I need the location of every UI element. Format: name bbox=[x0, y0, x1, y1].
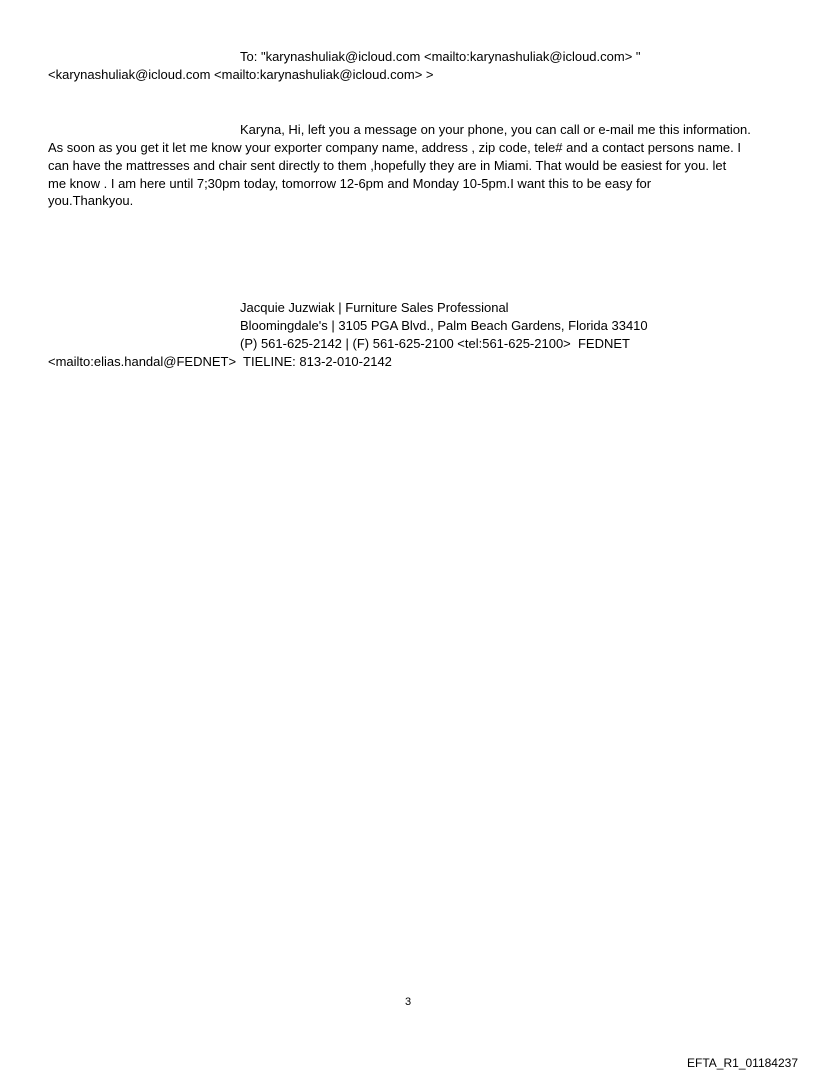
page-number: 3 bbox=[404, 996, 412, 1008]
email-to-line-continued: <karynashuliak@icloud.com <mailto:karynashuliak@icloud.com> > bbox=[48, 67, 434, 82]
body-line: me know . I am here until 7;30pm today, tomorrow 12-6pm and Monday 10-5pm.I want this to be easy for bbox=[48, 176, 652, 191]
signature-address: Bloomingdale's | 3105 PGA Blvd., Palm Beach Gardens, Florida 33410 bbox=[240, 318, 648, 333]
signature-phone: (P) 561-625-2142 | (F) 561-625-2100 <tel:561-625-2100> FEDNET bbox=[240, 336, 630, 351]
email-to-line: To: "karynashuliak@icloud.com <mailto:karynashuliak@icloud.com> " bbox=[240, 49, 641, 64]
signature-tieline: <mailto:elias.handal@FEDNET> TIELINE: 813-2-010-2142 bbox=[48, 354, 392, 369]
body-line: can have the mattresses and chair sent directly to them ,hopefully they are in Miami. That would be easiest for you. let bbox=[48, 158, 727, 173]
body-line: you.Thankyou. bbox=[48, 193, 134, 208]
body-line: Karyna, Hi, left you a message on your phone, you can call or e-mail me this information. bbox=[240, 122, 751, 137]
body-line: As soon as you get it let me know your exporter company name, address , zip code, tele# and a contact persons name. I bbox=[48, 140, 741, 155]
bates-number: EFTA_R1_01184237 bbox=[687, 1056, 798, 1070]
signature-name-title: Jacquie Juzwiak | Furniture Sales Professional bbox=[240, 300, 509, 315]
